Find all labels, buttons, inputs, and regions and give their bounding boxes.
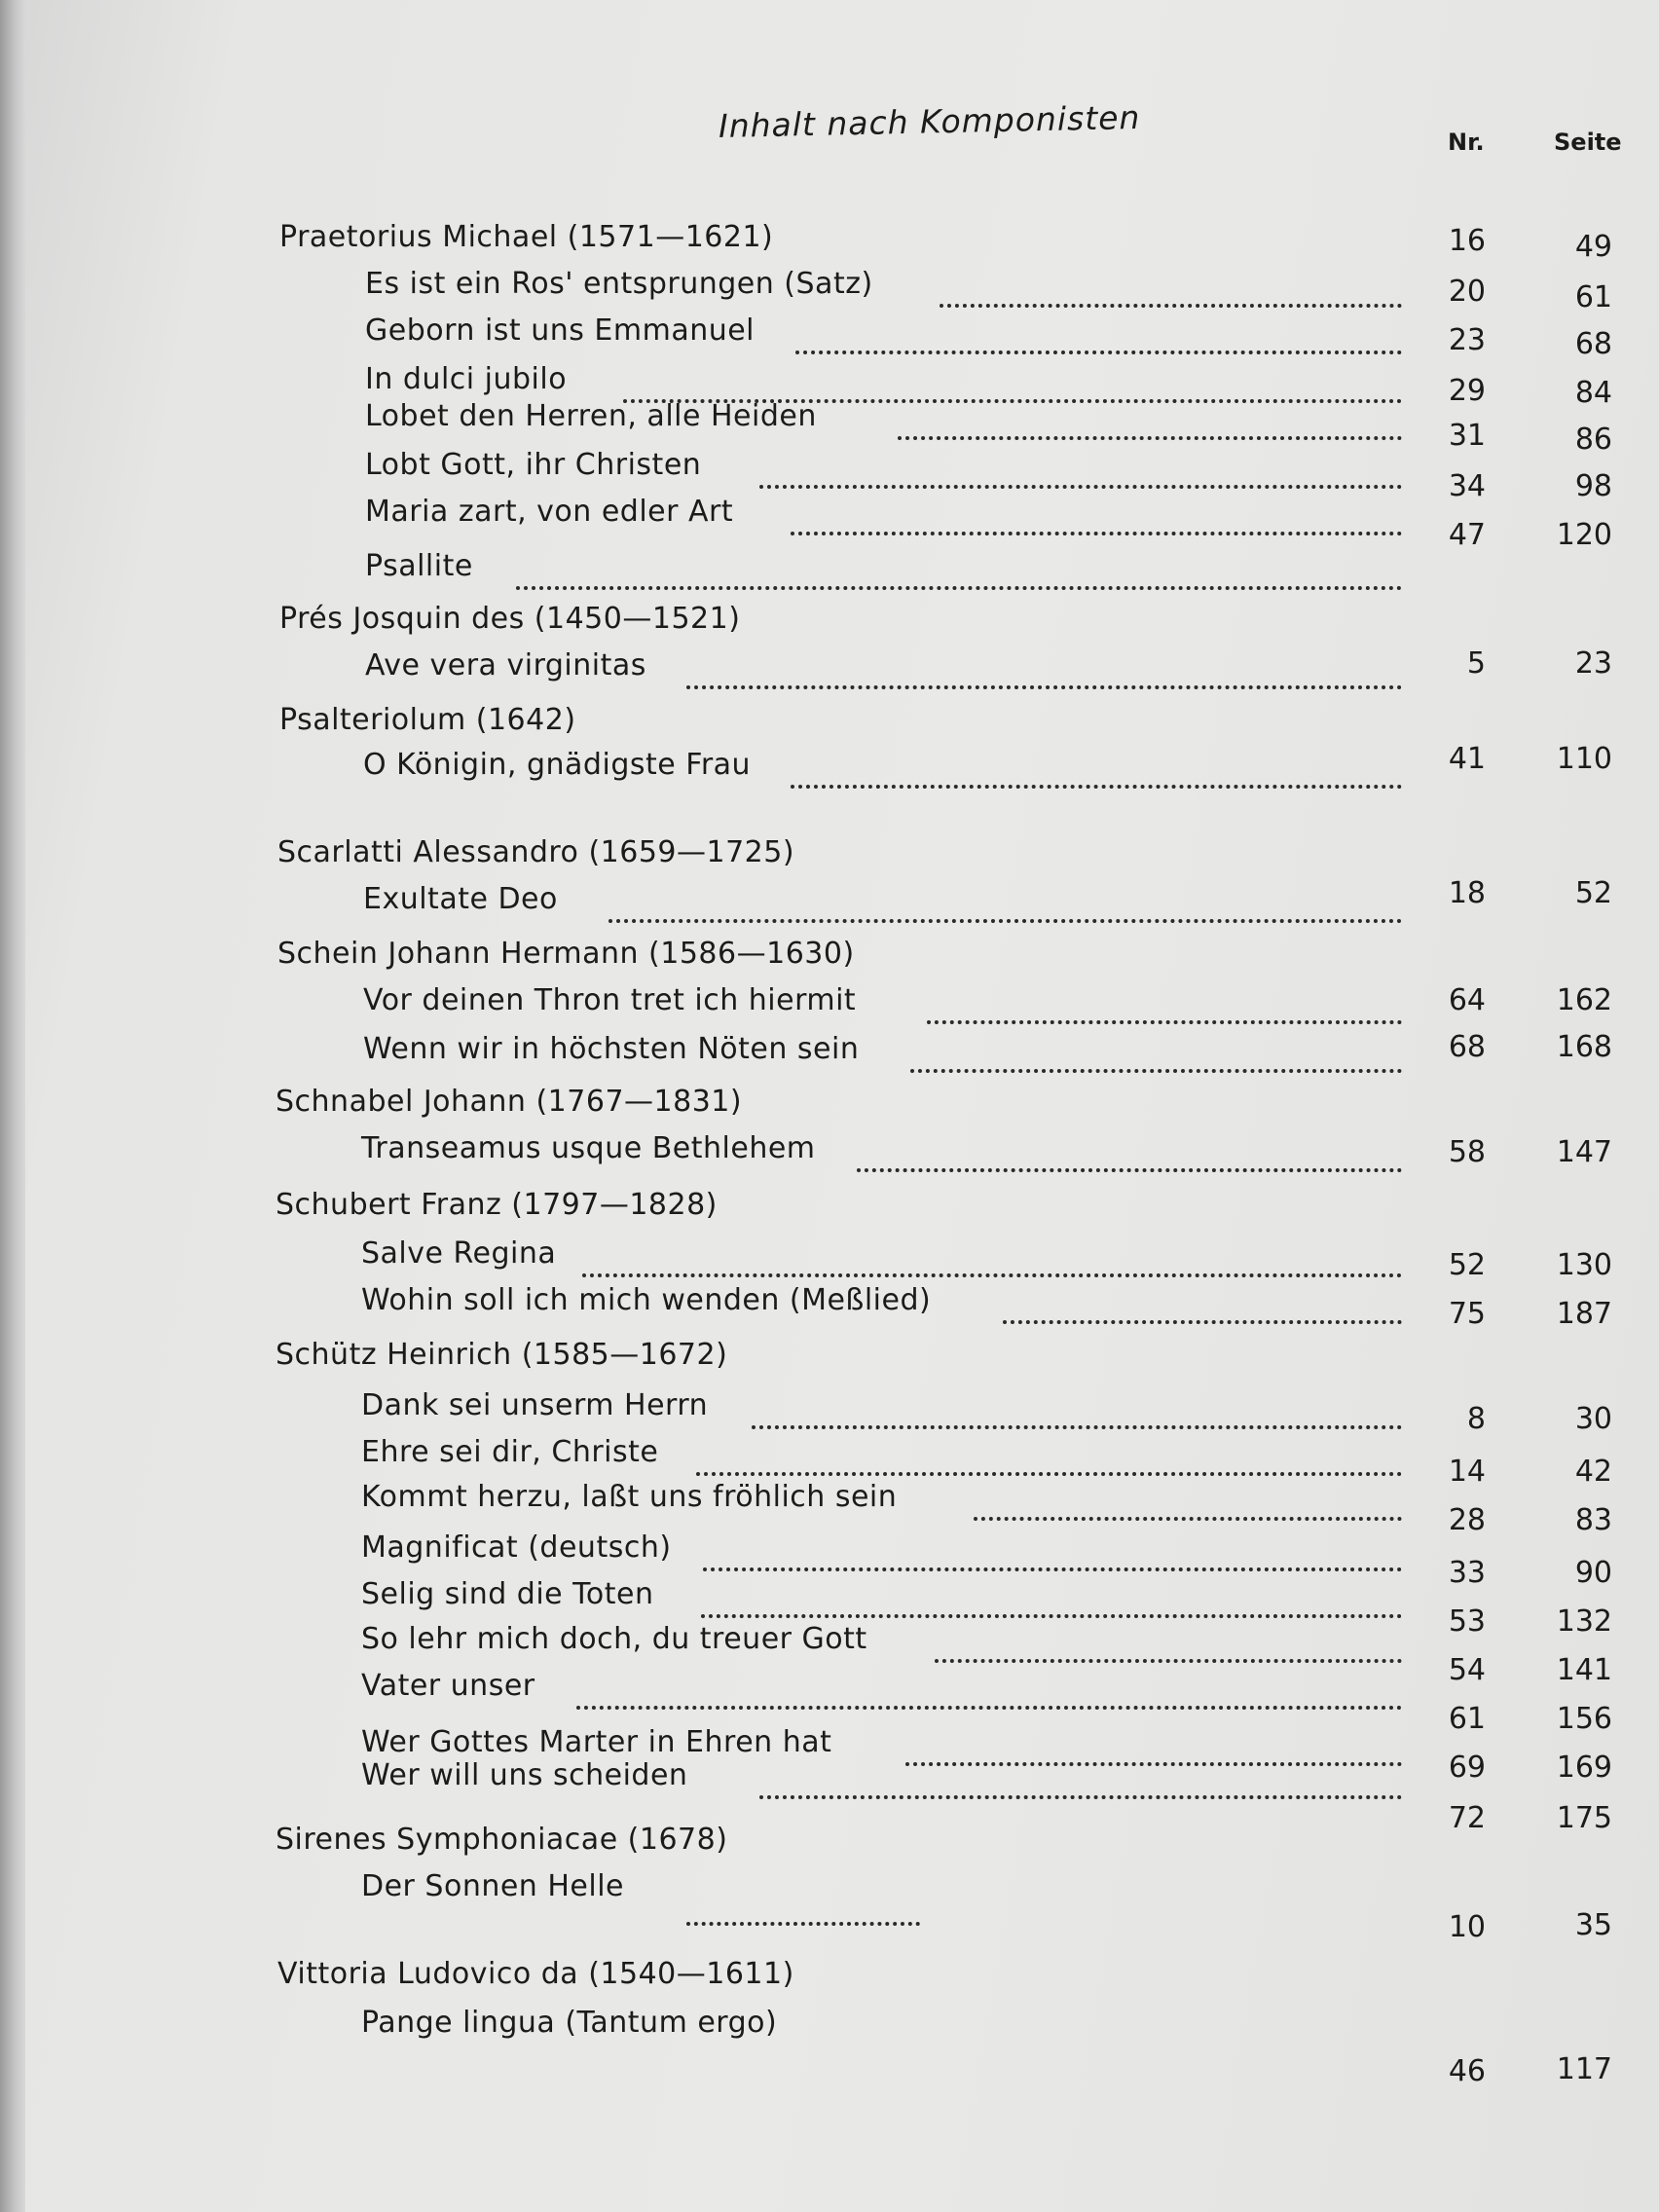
entry-page: 61 bbox=[1574, 280, 1612, 314]
entry-row bbox=[0, 1869, 1659, 1944]
dot-leader bbox=[686, 1918, 920, 1926]
entry-nr: 10 bbox=[1448, 1910, 1486, 1944]
page-title: Inhalt nach Komponisten bbox=[718, 97, 1141, 145]
entry-nr: 46 bbox=[1448, 2054, 1486, 2088]
entry-row bbox=[0, 2006, 1659, 2088]
entry-title: Kommt herzu, laßt uns fröhlich sein bbox=[361, 1480, 898, 1514]
entry-title: Wohin soll ich mich wenden (Meßlied) bbox=[361, 1283, 932, 1317]
entry-page: 175 bbox=[1556, 1801, 1612, 1835]
entry-page: 156 bbox=[1556, 1702, 1612, 1736]
entry-row bbox=[0, 313, 1659, 360]
dot-leader bbox=[696, 1468, 1402, 1476]
entry-row bbox=[0, 448, 1659, 503]
entry-page: 130 bbox=[1556, 1248, 1612, 1282]
entry-nr: 47 bbox=[1448, 518, 1486, 552]
entry-nr: 53 bbox=[1448, 1604, 1486, 1639]
dot-leader bbox=[701, 1610, 1402, 1618]
entry-page: 90 bbox=[1574, 1556, 1612, 1590]
dot-leader bbox=[910, 1065, 1402, 1073]
entry-page: 86 bbox=[1574, 423, 1612, 457]
entry-page: 169 bbox=[1556, 1751, 1612, 1785]
composer-row bbox=[0, 835, 1659, 882]
composer-row bbox=[0, 1823, 1659, 1869]
entry-nr: 54 bbox=[1448, 1653, 1486, 1687]
dot-leader bbox=[759, 1791, 1402, 1799]
entry-page: 84 bbox=[1574, 376, 1612, 410]
dot-leader bbox=[608, 915, 1402, 923]
entry-row bbox=[0, 399, 1659, 457]
entry-row bbox=[0, 1388, 1659, 1435]
composer-row bbox=[0, 937, 1659, 983]
entry-row bbox=[0, 1283, 1659, 1330]
entry-page: 110 bbox=[1556, 742, 1612, 776]
dot-leader bbox=[516, 582, 1402, 590]
dot-leader bbox=[935, 1655, 1402, 1663]
entry-row bbox=[0, 1530, 1659, 1590]
entry-page: 147 bbox=[1556, 1135, 1612, 1169]
entry-title: So lehr mich doch, du treuer Gott bbox=[361, 1622, 867, 1656]
dot-leader bbox=[791, 781, 1402, 789]
entry-row bbox=[0, 1032, 1659, 1079]
dot-leader bbox=[582, 1270, 1402, 1277]
composer-row bbox=[0, 1188, 1659, 1235]
entry-row bbox=[0, 1131, 1659, 1178]
composer-row bbox=[0, 1338, 1659, 1384]
entry-title: Dank sei unserm Herrn bbox=[361, 1388, 709, 1422]
composer-name: Scarlatti Alessandro (1659—1725) bbox=[277, 835, 795, 869]
composer-name: Vittoria Ludovico da (1540—1611) bbox=[277, 1957, 794, 1991]
entry-page: 141 bbox=[1556, 1653, 1612, 1687]
entry-page: 83 bbox=[1574, 1503, 1612, 1537]
entry-title: Wer will uns scheiden bbox=[361, 1758, 688, 1792]
entry-title: Geborn ist uns Emmanuel bbox=[365, 313, 756, 348]
composer-name: Praetorius Michael (1571—1621) bbox=[279, 220, 774, 254]
entry-page: 35 bbox=[1574, 1908, 1612, 1942]
composer-name: Schein Johann Hermann (1586—1630) bbox=[277, 937, 855, 971]
page-header bbox=[0, 97, 1659, 156]
entry-title: Es ist ein Ros' entsprungen (Satz) bbox=[365, 267, 873, 301]
entry-nr: 16 bbox=[1448, 224, 1486, 258]
entry-title: Psallite bbox=[365, 549, 473, 583]
entry-row bbox=[0, 1480, 1659, 1537]
entry-nr: 29 bbox=[1448, 374, 1486, 408]
entry-nr: 31 bbox=[1448, 419, 1486, 453]
dot-leader bbox=[752, 1421, 1402, 1429]
entry-nr: 41 bbox=[1448, 742, 1486, 776]
entry-nr: 68 bbox=[1448, 1030, 1486, 1064]
entry-row bbox=[0, 267, 1659, 313]
entry-title: Exultate Deo bbox=[363, 882, 558, 916]
entry-row bbox=[0, 549, 1659, 596]
entry-page: 23 bbox=[1574, 646, 1612, 681]
entry-title: Vor deinen Thron tret ich hiermit bbox=[363, 983, 857, 1017]
entry-page: 49 bbox=[1574, 230, 1612, 264]
entry-title: Vater unser bbox=[361, 1669, 535, 1703]
entry-nr: 75 bbox=[1448, 1297, 1486, 1331]
column-header-nr: Nr. bbox=[1448, 129, 1485, 156]
dot-leader bbox=[927, 1016, 1402, 1024]
entry-nr: 18 bbox=[1448, 876, 1486, 910]
entry-title: Pange lingua (Tantum ergo) bbox=[361, 2006, 778, 2040]
entry-row bbox=[0, 495, 1659, 552]
entry-row bbox=[0, 983, 1659, 1030]
dot-leader bbox=[686, 682, 1402, 689]
dot-leader bbox=[1003, 1316, 1402, 1324]
entry-nr: 8 bbox=[1466, 1402, 1486, 1436]
entry-nr: 28 bbox=[1448, 1503, 1486, 1537]
entry-page: 168 bbox=[1556, 1030, 1612, 1064]
entry-title: O Königin, gnädigste Frau bbox=[363, 748, 752, 782]
dot-leader bbox=[759, 481, 1402, 489]
composer-name: Psalteriolum (1642) bbox=[279, 703, 576, 737]
entry-page: 30 bbox=[1574, 1402, 1612, 1436]
composer-name: Schubert Franz (1797—1828) bbox=[276, 1188, 718, 1222]
entry-title: In dulci jubilo bbox=[365, 362, 568, 396]
composer-row bbox=[0, 1957, 1659, 2004]
entry-title: Ave vera virginitas bbox=[365, 648, 646, 682]
entry-title: Lobet den Herren, alle Heiden bbox=[365, 399, 817, 433]
entry-page: 98 bbox=[1574, 469, 1612, 503]
composer-row bbox=[0, 602, 1659, 648]
composer-name: Schnabel Johann (1767—1831) bbox=[276, 1085, 743, 1119]
entry-page: 42 bbox=[1574, 1455, 1612, 1489]
entry-title: Magnificat (deutsch) bbox=[361, 1530, 672, 1565]
entry-title: Salve Regina bbox=[361, 1236, 557, 1271]
dot-leader bbox=[791, 528, 1402, 535]
entry-nr: 5 bbox=[1466, 646, 1486, 681]
dot-leader bbox=[974, 1513, 1402, 1521]
composer-row bbox=[0, 220, 1659, 267]
entry-nr: 14 bbox=[1448, 1455, 1486, 1489]
entry-nr: 33 bbox=[1448, 1556, 1486, 1590]
entry-nr: 20 bbox=[1448, 275, 1486, 309]
entry-nr: 72 bbox=[1448, 1801, 1486, 1835]
entry-page: 132 bbox=[1556, 1604, 1612, 1639]
composer-name: Prés Josquin des (1450—1521) bbox=[279, 602, 741, 636]
composer-row bbox=[0, 1085, 1659, 1131]
dot-leader bbox=[576, 1702, 1402, 1710]
entry-title: Selig sind die Toten bbox=[361, 1577, 654, 1611]
entry-row bbox=[0, 648, 1659, 695]
entry-title: Maria zart, von edler Art bbox=[365, 495, 734, 529]
dot-leader bbox=[940, 300, 1402, 308]
entry-title: Wer Gottes Marter in Ehren hat bbox=[361, 1725, 832, 1759]
entry-nr: 34 bbox=[1448, 469, 1486, 503]
dot-leader bbox=[898, 432, 1402, 440]
entry-nr: 61 bbox=[1448, 1702, 1486, 1736]
dot-leader bbox=[857, 1164, 1402, 1172]
dot-leader bbox=[703, 1564, 1402, 1571]
entry-row bbox=[0, 1669, 1659, 1736]
entry-nr: 58 bbox=[1448, 1135, 1486, 1169]
entry-row bbox=[0, 742, 1659, 794]
entry-nr: 64 bbox=[1448, 983, 1486, 1017]
column-header-seite: Seite bbox=[1554, 129, 1622, 156]
entry-nr: 52 bbox=[1448, 1248, 1486, 1282]
entry-page: 68 bbox=[1574, 327, 1612, 361]
dot-leader bbox=[795, 347, 1402, 354]
entry-row bbox=[0, 1758, 1659, 1835]
entry-page: 117 bbox=[1556, 2052, 1612, 2086]
entry-title: Der Sonnen Helle bbox=[361, 1869, 625, 1903]
entry-title: Lobt Gott, ihr Christen bbox=[365, 448, 702, 482]
entry-page: 187 bbox=[1556, 1297, 1612, 1331]
composer-name: Schütz Heinrich (1585—1672) bbox=[276, 1338, 728, 1372]
composer-name: Sirenes Symphoniacae (1678) bbox=[276, 1823, 728, 1857]
entry-page: 52 bbox=[1574, 876, 1612, 910]
entry-row bbox=[0, 1236, 1659, 1283]
entry-title: Wenn wir in höchsten Nöten sein bbox=[363, 1032, 860, 1066]
entry-nr: 69 bbox=[1448, 1751, 1486, 1785]
entry-nr: 23 bbox=[1448, 323, 1486, 357]
entry-row bbox=[0, 876, 1659, 929]
entry-page: 120 bbox=[1556, 518, 1612, 552]
entry-title: Ehre sei dir, Christe bbox=[361, 1435, 659, 1469]
entry-title: Transeamus usque Bethlehem bbox=[361, 1131, 816, 1165]
entry-row bbox=[0, 1435, 1659, 1489]
entry-page: 162 bbox=[1556, 983, 1612, 1017]
